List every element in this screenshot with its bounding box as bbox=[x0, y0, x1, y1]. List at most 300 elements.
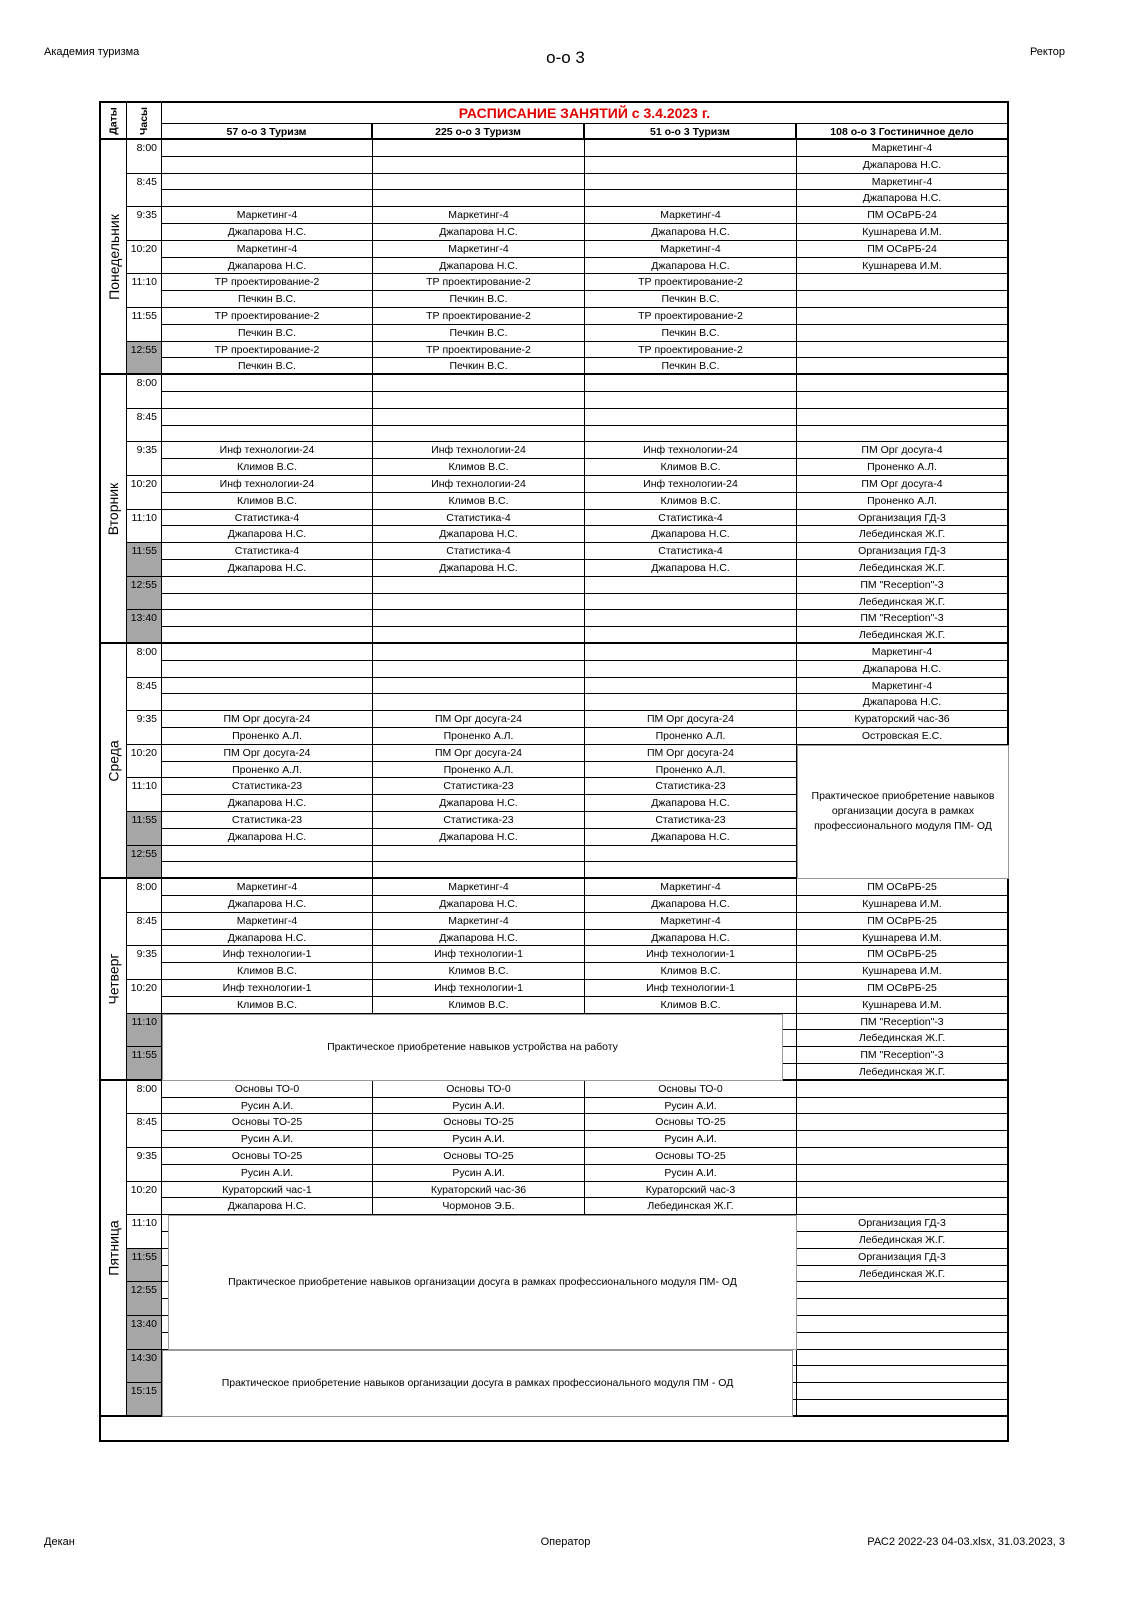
schedule-cell: Джапарова Н.С. bbox=[373, 224, 585, 241]
schedule-cell: Основы ТО-25 bbox=[373, 1114, 585, 1131]
time-slot: 8:45 bbox=[127, 1114, 162, 1148]
schedule-cell bbox=[373, 392, 585, 409]
time-slot: 8:45 bbox=[127, 409, 162, 443]
schedule-cell bbox=[797, 392, 1007, 409]
schedule-cell: Статистика-23 bbox=[162, 812, 373, 829]
schedule-cell bbox=[162, 426, 373, 443]
schedule-cell: Основы ТО-25 bbox=[162, 1148, 373, 1165]
time-slot: 12:55 bbox=[127, 342, 162, 376]
schedule-cell bbox=[162, 375, 373, 392]
schedule-cell: Маркетинг-4 bbox=[373, 879, 585, 896]
schedule-cell: Кушнарева И.М. bbox=[797, 997, 1007, 1014]
time-slot: 9:35 bbox=[127, 1148, 162, 1182]
schedule-cell: Организация ГД-3 bbox=[797, 1215, 1007, 1232]
schedule-cell: ПМ ОСвРБ-24 bbox=[797, 207, 1007, 224]
schedule-cell: ПМ Орг досуга-24 bbox=[585, 711, 797, 728]
time-slot: 10:20 bbox=[127, 241, 162, 275]
schedule-cell: Климов В.С. bbox=[373, 459, 585, 476]
time-slot: 8:00 bbox=[127, 140, 162, 174]
schedule-cell: Маркетинг-4 bbox=[162, 207, 373, 224]
schedule-cell bbox=[797, 1114, 1007, 1131]
day-name: Среда bbox=[105, 739, 122, 782]
schedule-cell bbox=[585, 594, 797, 611]
schedule-cell bbox=[797, 1198, 1007, 1215]
schedule-cell: ТР проектирование-2 bbox=[162, 342, 373, 359]
time-slot: 11:55 bbox=[127, 308, 162, 342]
schedule-cell bbox=[162, 190, 373, 207]
schedule-cell: Кураторский час-1 bbox=[162, 1182, 373, 1199]
schedule-cell: ПМ "Reception"-3 bbox=[797, 1014, 1007, 1031]
schedule-cell bbox=[585, 661, 797, 678]
schedule-cell bbox=[162, 157, 373, 174]
schedule-cell: Лебединская Ж.Г. bbox=[797, 1064, 1007, 1081]
schedule-cell: Инф технологии-24 bbox=[373, 476, 585, 493]
schedule-cell: Лебединская Ж.Г. bbox=[797, 1232, 1007, 1249]
schedule-cell bbox=[373, 594, 585, 611]
schedule-cell: Проненко А.Л. bbox=[797, 459, 1007, 476]
schedule-cell bbox=[373, 678, 585, 695]
group-header-1: 225 о-о 3 Туризм bbox=[373, 124, 585, 140]
schedule-cell: Климов В.С. bbox=[373, 963, 585, 980]
schedule-cell: Климов В.С. bbox=[585, 459, 797, 476]
schedule-table bbox=[99, 101, 1009, 1442]
footer-right: РАС2 2022-23 04-03.xlsx, 31.03.2023, 3 bbox=[867, 1536, 1065, 1548]
schedule-cell bbox=[797, 1081, 1007, 1098]
schedule-cell: Джапарова Н.С. bbox=[585, 795, 797, 812]
schedule-cell: Проненко А.Л. bbox=[373, 762, 585, 779]
group-header-3: 108 о-о 3 Гостиничное дело bbox=[797, 124, 1007, 140]
schedule-cell: Джапарова Н.С. bbox=[797, 694, 1007, 711]
time-slot: 11:55 bbox=[127, 543, 162, 577]
day-name: Четверг bbox=[105, 953, 122, 1005]
schedule-cell: ПМ Орг досуга-24 bbox=[585, 745, 797, 762]
schedule-cell bbox=[373, 409, 585, 426]
header-left: Академия туризма bbox=[44, 46, 140, 58]
schedule-cell: Маркетинг-4 bbox=[585, 879, 797, 896]
schedule-cell: Лебединская Ж.Г. bbox=[797, 627, 1007, 644]
time-slot: 11:10 bbox=[127, 1014, 162, 1048]
schedule-cell: Инф технологии-24 bbox=[585, 442, 797, 459]
schedule-cell: Кураторский час-3 bbox=[585, 1182, 797, 1199]
time-slot: 10:20 bbox=[127, 1182, 162, 1216]
schedule-cell: Кушнарева И.М. bbox=[797, 930, 1007, 947]
schedule-cell bbox=[373, 627, 585, 644]
time-slot: 8:00 bbox=[127, 1081, 162, 1115]
time-slot: 10:20 bbox=[127, 980, 162, 1014]
schedule-cell: Инф технологии-1 bbox=[373, 980, 585, 997]
schedule-cell: Джапарова Н.С. bbox=[797, 190, 1007, 207]
day-label bbox=[101, 644, 127, 879]
schedule-cell: Проненко А.Л. bbox=[162, 762, 373, 779]
schedule-cell: Статистика-23 bbox=[373, 778, 585, 795]
schedule-cell bbox=[797, 1131, 1007, 1148]
schedule-cell: Островская Е.С. bbox=[797, 728, 1007, 745]
time-slot: 12:55 bbox=[127, 846, 162, 880]
schedule-cell: Джапарова Н.С. bbox=[585, 258, 797, 275]
schedule-cell bbox=[585, 409, 797, 426]
schedule-cell: Основы ТО-25 bbox=[585, 1148, 797, 1165]
schedule-cell: Лебединская Ж.Г. bbox=[797, 1030, 1007, 1047]
schedule-cell: Основы ТО-0 bbox=[162, 1081, 373, 1098]
schedule-cell bbox=[797, 1350, 1007, 1367]
schedule-cell: ПМ ОСвРБ-25 bbox=[797, 946, 1007, 963]
schedule-cell: Статистика-4 bbox=[162, 510, 373, 527]
schedule-cell: Основы ТО-25 bbox=[373, 1148, 585, 1165]
time-slot: 8:00 bbox=[127, 879, 162, 913]
schedule-cell bbox=[162, 174, 373, 191]
schedule-cell bbox=[162, 694, 373, 711]
schedule-cell bbox=[585, 375, 797, 392]
schedule-cell: Русин А.И. bbox=[373, 1098, 585, 1115]
time-slot: 9:35 bbox=[127, 711, 162, 745]
schedule-cell: Лебединская Ж.Г. bbox=[797, 594, 1007, 611]
footer-center: Оператор bbox=[540, 1536, 591, 1548]
schedule-cell bbox=[797, 1165, 1007, 1182]
schedule-cell: Русин А.И. bbox=[373, 1165, 585, 1182]
schedule-cell bbox=[585, 157, 797, 174]
schedule-cell: Маркетинг-4 bbox=[585, 241, 797, 258]
schedule-cell bbox=[797, 291, 1007, 308]
schedule-cell bbox=[162, 577, 373, 594]
schedule-cell bbox=[585, 610, 797, 627]
schedule-cell: ПМ Орг досуга-4 bbox=[797, 476, 1007, 493]
schedule-cell: Инф технологии-1 bbox=[373, 946, 585, 963]
time-slot: 8:00 bbox=[127, 375, 162, 409]
time-slot: 11:55 bbox=[127, 1249, 162, 1283]
schedule-cell bbox=[373, 644, 585, 661]
schedule-cell: Статистика-23 bbox=[162, 778, 373, 795]
schedule-cell bbox=[585, 862, 797, 879]
schedule-cell: Кураторский час-36 bbox=[373, 1182, 585, 1199]
schedule-cell: Климов В.С. bbox=[373, 493, 585, 510]
merged-practice-cell: Практическое приобретение навыков организации досуга в рамках профессионального модуля ПМ- ОД bbox=[797, 745, 1009, 879]
schedule-cell: Статистика-23 bbox=[373, 812, 585, 829]
schedule-cell: Джапарова Н.С. bbox=[373, 795, 585, 812]
schedule-cell bbox=[162, 409, 373, 426]
schedule-cell: ПМ Орг досуга-24 bbox=[373, 711, 585, 728]
time-slot: 15:15 bbox=[127, 1383, 162, 1417]
schedule-cell: Инф технологии-24 bbox=[162, 476, 373, 493]
schedule-cell: Джапарова Н.С. bbox=[162, 526, 373, 543]
schedule-cell bbox=[373, 661, 585, 678]
time-slot: 11:55 bbox=[127, 812, 162, 846]
schedule-cell: Джапарова Н.С. bbox=[373, 560, 585, 577]
schedule-cell: Основы ТО-25 bbox=[162, 1114, 373, 1131]
schedule-cell: Печкин В.С. bbox=[585, 358, 797, 375]
schedule-cell bbox=[373, 694, 585, 711]
schedule-cell: Джапарова Н.С. bbox=[162, 258, 373, 275]
schedule-cell: ПМ Орг досуга-24 bbox=[162, 745, 373, 762]
merged-practice-cell: Практическое приобретение навыков организации досуга в рамках профессионального модуля ПМ- ОД bbox=[168, 1215, 797, 1349]
schedule-cell: ПМ "Reception"-3 bbox=[797, 1047, 1007, 1064]
schedule-cell: Основы ТО-0 bbox=[373, 1081, 585, 1098]
schedule-cell bbox=[585, 392, 797, 409]
schedule-cell: ПМ Орг досуга-24 bbox=[162, 711, 373, 728]
schedule-cell: Маркетинг-4 bbox=[373, 241, 585, 258]
schedule-cell bbox=[797, 1316, 1007, 1333]
schedule-cell bbox=[797, 426, 1007, 443]
schedule-cell: Климов В.С. bbox=[162, 459, 373, 476]
schedule-cell: ТР проектирование-2 bbox=[585, 308, 797, 325]
schedule-cell bbox=[162, 627, 373, 644]
schedule-cell: Джапарова Н.С. bbox=[585, 829, 797, 846]
schedule-cell: Лебединская Ж.Г. bbox=[797, 1266, 1007, 1283]
schedule-cell bbox=[797, 1282, 1007, 1299]
footer-left: Декан bbox=[44, 1536, 75, 1548]
day-label bbox=[101, 140, 127, 375]
schedule-cell: Джапарова Н.С. bbox=[373, 829, 585, 846]
schedule-cell bbox=[797, 375, 1007, 392]
schedule-cell: Маркетинг-4 bbox=[585, 207, 797, 224]
schedule-cell: Маркетинг-4 bbox=[373, 913, 585, 930]
schedule-cell: Джапарова Н.С. bbox=[373, 930, 585, 947]
schedule-cell: Кушнарева И.М. bbox=[797, 224, 1007, 241]
schedule-cell bbox=[585, 846, 797, 863]
schedule-cell: Климов В.С. bbox=[162, 493, 373, 510]
schedule-cell: Русин А.И. bbox=[162, 1165, 373, 1182]
schedule-cell: ПМ ОСвРБ-25 bbox=[797, 980, 1007, 997]
schedule-cell: Инф технологии-1 bbox=[585, 946, 797, 963]
time-slot: 8:00 bbox=[127, 644, 162, 678]
time-slot: 13:40 bbox=[127, 610, 162, 644]
schedule-cell bbox=[162, 610, 373, 627]
time-slot: 9:35 bbox=[127, 207, 162, 241]
schedule-cell bbox=[373, 375, 585, 392]
time-slot: 11:10 bbox=[127, 510, 162, 544]
schedule-cell: Джапарова Н.С. bbox=[585, 896, 797, 913]
time-slot: 12:55 bbox=[127, 577, 162, 611]
time-slot: 9:35 bbox=[127, 442, 162, 476]
schedule-cell: Печкин В.С. bbox=[373, 358, 585, 375]
time-slot: 12:55 bbox=[127, 1282, 162, 1316]
time-slot: 10:20 bbox=[127, 745, 162, 779]
schedule-cell: Маркетинг-4 bbox=[797, 678, 1007, 695]
schedule-cell bbox=[797, 409, 1007, 426]
schedule-cell: Джапарова Н.С. bbox=[585, 560, 797, 577]
schedule-cell bbox=[797, 1148, 1007, 1165]
schedule-cell bbox=[373, 190, 585, 207]
schedule-cell: Печкин В.С. bbox=[162, 291, 373, 308]
day-name: Пятница bbox=[105, 1220, 122, 1276]
schedule-cell: ТР проектирование-2 bbox=[373, 342, 585, 359]
schedule-cell: ПМ ОСвРБ-25 bbox=[797, 913, 1007, 930]
schedule-cell: ПМ "Reception"-3 bbox=[797, 577, 1007, 594]
schedule-cell: Джапарова Н.С. bbox=[162, 829, 373, 846]
dates-header bbox=[101, 103, 127, 140]
day-label bbox=[101, 879, 127, 1081]
schedule-cell: Инф технологии-1 bbox=[162, 980, 373, 997]
schedule-cell: Маркетинг-4 bbox=[373, 207, 585, 224]
schedule-cell: Русин А.И. bbox=[585, 1098, 797, 1115]
merged-practice-cell: Практическое приобретение навыков устройства на работу bbox=[162, 1014, 783, 1081]
schedule-cell: Климов В.С. bbox=[373, 997, 585, 1014]
schedule-cell: Инф технологии-24 bbox=[585, 476, 797, 493]
schedule-cell: ТР проектирование-2 bbox=[373, 274, 585, 291]
schedule-cell: Организация ГД-3 bbox=[797, 510, 1007, 527]
schedule-cell: Маркетинг-4 bbox=[162, 241, 373, 258]
schedule-cell bbox=[162, 678, 373, 695]
schedule-cell: ТР проектирование-2 bbox=[373, 308, 585, 325]
schedule-cell: ПМ Орг досуга-4 bbox=[797, 442, 1007, 459]
schedule-cell: Статистика-23 bbox=[585, 778, 797, 795]
schedule-cell: Климов В.С. bbox=[585, 963, 797, 980]
schedule-cell: Маркетинг-4 bbox=[162, 913, 373, 930]
schedule-cell bbox=[162, 862, 373, 879]
schedule-cell: Маркетинг-4 bbox=[797, 644, 1007, 661]
schedule-cell bbox=[585, 694, 797, 711]
schedule-cell bbox=[585, 644, 797, 661]
schedule-cell bbox=[162, 661, 373, 678]
schedule-cell: Джапарова Н.С. bbox=[585, 526, 797, 543]
schedule-cell: ПМ ОСвРБ-25 bbox=[797, 879, 1007, 896]
schedule-cell bbox=[585, 140, 797, 157]
time-slot: 8:45 bbox=[127, 174, 162, 208]
schedule-cell: Русин А.И. bbox=[585, 1165, 797, 1182]
schedule-cell bbox=[797, 342, 1007, 359]
schedule-cell: Статистика-4 bbox=[373, 543, 585, 560]
schedule-cell: Лебединская Ж.Г. bbox=[797, 526, 1007, 543]
schedule-cell: Джапарова Н.С. bbox=[373, 526, 585, 543]
schedule-cell bbox=[585, 174, 797, 191]
schedule-cell: Инф технологии-24 bbox=[373, 442, 585, 459]
schedule-cell: Джапарова Н.С. bbox=[797, 157, 1007, 174]
schedule-cell: Печкин В.С. bbox=[162, 325, 373, 342]
schedule-cell: Русин А.И. bbox=[162, 1131, 373, 1148]
schedule-cell bbox=[373, 174, 585, 191]
schedule-cell bbox=[585, 426, 797, 443]
time-slot: 10:20 bbox=[127, 476, 162, 510]
schedule-cell bbox=[797, 1333, 1007, 1350]
schedule-cell: Лебединская Ж.Г. bbox=[585, 1198, 797, 1215]
schedule-cell: Основы ТО-25 bbox=[585, 1114, 797, 1131]
day-label bbox=[101, 1081, 127, 1417]
schedule-cell: Климов В.С. bbox=[162, 997, 373, 1014]
time-slot: 11:55 bbox=[127, 1047, 162, 1081]
hours-header-label: Часы bbox=[138, 106, 150, 135]
schedule-cell bbox=[373, 140, 585, 157]
schedule-title: РАСПИСАНИЕ ЗАНЯТИЙ с 3.4.2023 г. bbox=[162, 103, 1007, 124]
schedule-cell: Маркетинг-4 bbox=[162, 879, 373, 896]
schedule-cell bbox=[373, 846, 585, 863]
schedule-cell: ТР проектирование-2 bbox=[162, 308, 373, 325]
schedule-cell: Джапарова Н.С. bbox=[162, 224, 373, 241]
schedule-cell: Русин А.И. bbox=[373, 1131, 585, 1148]
schedule-cell: Джапарова Н.С. bbox=[373, 258, 585, 275]
schedule-cell bbox=[373, 426, 585, 443]
time-slot: 14:30 bbox=[127, 1350, 162, 1384]
schedule-cell: Основы ТО-0 bbox=[585, 1081, 797, 1098]
schedule-cell: Лебединская Ж.Г. bbox=[797, 560, 1007, 577]
schedule-cell: Кураторский час-36 bbox=[797, 711, 1007, 728]
schedule-cell: Кушнарева И.М. bbox=[797, 896, 1007, 913]
schedule-cell: ТР проектирование-2 bbox=[585, 274, 797, 291]
schedule-cell: Печкин В.С. bbox=[585, 325, 797, 342]
schedule-cell: Печкин В.С. bbox=[162, 358, 373, 375]
schedule-cell: Джапарова Н.С. bbox=[585, 224, 797, 241]
schedule-cell bbox=[585, 190, 797, 207]
schedule-cell bbox=[162, 594, 373, 611]
schedule-cell: Инф технологии-24 bbox=[162, 442, 373, 459]
schedule-cell bbox=[797, 1383, 1007, 1400]
schedule-cell: Проненко А.Л. bbox=[373, 728, 585, 745]
schedule-cell bbox=[162, 392, 373, 409]
day-name: Понедельник bbox=[105, 213, 122, 300]
schedule-cell: Джапарова Н.С. bbox=[162, 930, 373, 947]
group-header-0: 57 о-о 3 Туризм bbox=[162, 124, 373, 140]
schedule-cell: Маркетинг-4 bbox=[797, 174, 1007, 191]
time-slot: 11:10 bbox=[127, 778, 162, 812]
schedule-cell bbox=[162, 846, 373, 863]
schedule-cell: Проненко А.Л. bbox=[162, 728, 373, 745]
schedule-cell: ТР проектирование-2 bbox=[585, 342, 797, 359]
schedule-cell: Организация ГД-3 bbox=[797, 543, 1007, 560]
schedule-cell bbox=[373, 862, 585, 879]
schedule-cell: Маркетинг-4 bbox=[585, 913, 797, 930]
schedule-cell: Проненко А.Л. bbox=[797, 493, 1007, 510]
schedule-cell: ПМ Орг досуга-24 bbox=[373, 745, 585, 762]
schedule-cell: Кушнарева И.М. bbox=[797, 963, 1007, 980]
header-right: Ректор bbox=[1029, 46, 1065, 58]
schedule-cell: Джапарова Н.С. bbox=[162, 896, 373, 913]
hours-header bbox=[127, 103, 162, 140]
schedule-cell: Чормонов Э.Б. bbox=[373, 1198, 585, 1215]
schedule-cell: ПМ "Reception"-3 bbox=[797, 610, 1007, 627]
schedule-cell bbox=[585, 627, 797, 644]
schedule-cell: Статистика-4 bbox=[373, 510, 585, 527]
schedule-cell: Джапарова Н.С. bbox=[585, 930, 797, 947]
schedule-cell bbox=[797, 308, 1007, 325]
schedule-cell: Маркетинг-4 bbox=[797, 140, 1007, 157]
time-slot: 8:45 bbox=[127, 678, 162, 712]
merged-practice-cell-2: Практическое приобретение навыков организации досуга в рамках профессионального модуля ПМ - ОД bbox=[162, 1350, 793, 1417]
schedule-cell bbox=[162, 644, 373, 661]
time-slot: 9:35 bbox=[127, 946, 162, 980]
time-slot: 11:10 bbox=[127, 1215, 162, 1249]
schedule-cell: ПМ ОСвРБ-24 bbox=[797, 241, 1007, 258]
schedule-cell bbox=[585, 577, 797, 594]
schedule-cell: Кушнарева И.М. bbox=[797, 258, 1007, 275]
schedule-cell: Джапарова Н.С. bbox=[162, 560, 373, 577]
time-slot: 11:10 bbox=[127, 274, 162, 308]
schedule-cell: Проненко А.Л. bbox=[585, 728, 797, 745]
schedule-cell: Джапарова Н.С. bbox=[797, 661, 1007, 678]
schedule-cell: Печкин В.С. bbox=[585, 291, 797, 308]
schedule-cell bbox=[797, 1299, 1007, 1316]
schedule-cell bbox=[797, 1400, 1007, 1417]
schedule-cell: Инф технологии-1 bbox=[162, 946, 373, 963]
time-slot: 13:40 bbox=[127, 1316, 162, 1350]
schedule-cell: Печкин В.С. bbox=[373, 325, 585, 342]
schedule-cell: Статистика-4 bbox=[162, 543, 373, 560]
schedule-cell bbox=[797, 1098, 1007, 1115]
schedule-cell: Джапарова Н.С. bbox=[373, 896, 585, 913]
group-header-2: 51 о-о 3 Туризм bbox=[585, 124, 797, 140]
schedule-cell: Статистика-4 bbox=[585, 510, 797, 527]
schedule-cell bbox=[797, 274, 1007, 291]
schedule-cell: Статистика-4 bbox=[585, 543, 797, 560]
schedule-cell: Климов В.С. bbox=[585, 997, 797, 1014]
schedule-cell bbox=[797, 1182, 1007, 1199]
schedule-cell bbox=[373, 577, 585, 594]
schedule-cell: Климов В.С. bbox=[162, 963, 373, 980]
header-center: о-о 3 bbox=[546, 48, 585, 67]
schedule-cell: Джапарова Н.С. bbox=[162, 1198, 373, 1215]
schedule-cell: Проненко А.Л. bbox=[585, 762, 797, 779]
schedule-cell: Инф технологии-1 bbox=[585, 980, 797, 997]
schedule-cell bbox=[797, 325, 1007, 342]
schedule-cell bbox=[162, 140, 373, 157]
time-slot: 8:45 bbox=[127, 913, 162, 947]
